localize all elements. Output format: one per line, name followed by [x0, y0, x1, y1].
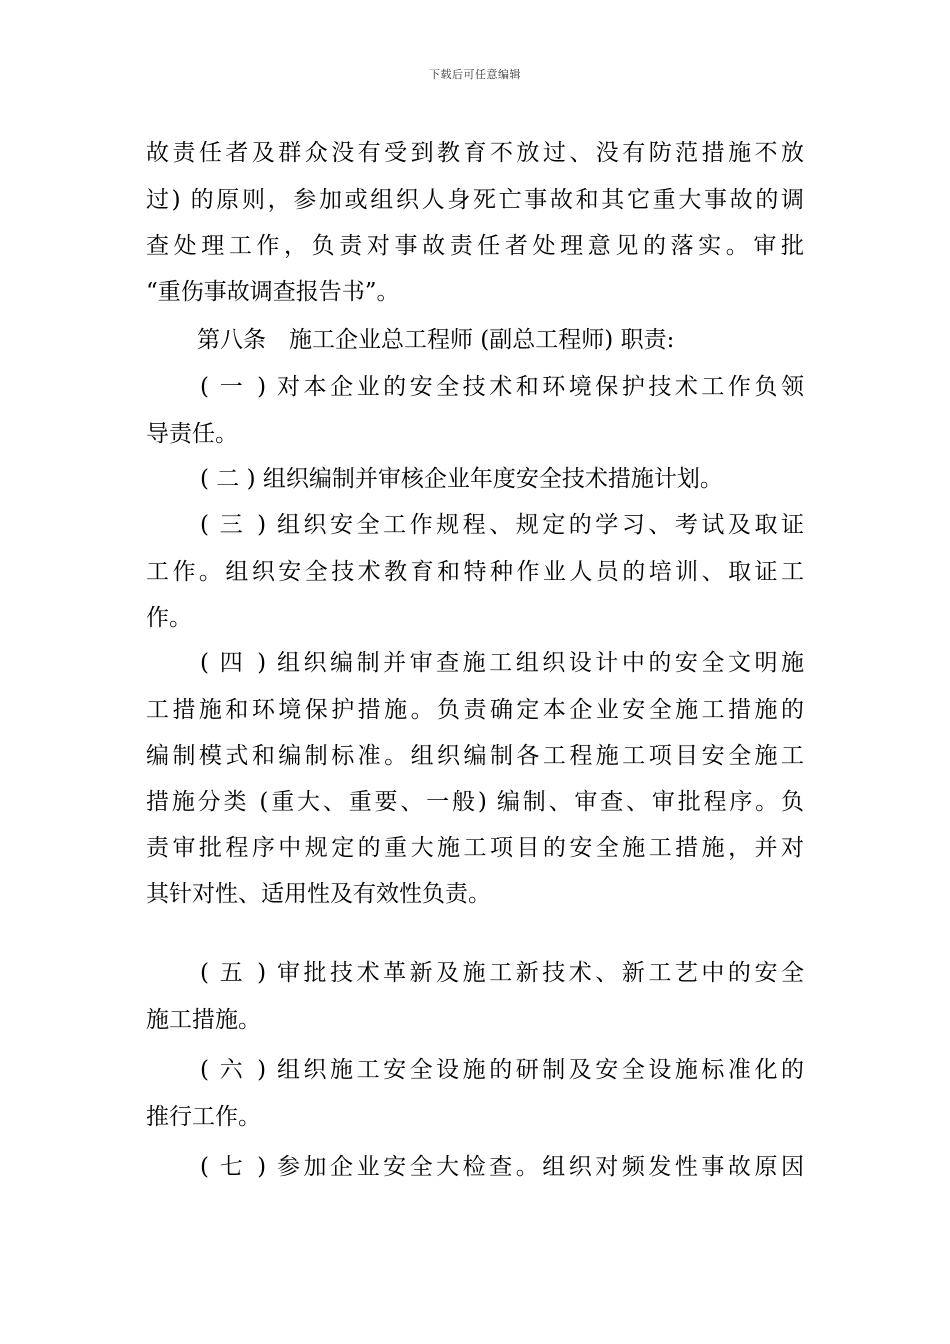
item-2-line-1: ( 二 ) 组织编制并审核企业年度安全技术措施计划。: [200, 466, 723, 492]
item-4-line-5: 责审批程序中规定的重大施工项目的安全施工措施，并对: [146, 835, 804, 861]
article-8-heading: 第八条 施工企业总工程师 (副总工程师) 职责:: [197, 327, 675, 353]
item-3-line-1: ( 三 ) 组织安全工作规程、规定的学习、考试及取证: [200, 512, 804, 538]
item-4-line-1: ( 四 ) 组织编制并审查施工组织设计中的安全文明施: [200, 650, 804, 676]
body-line-4: “重伤事故调查报告书”。: [146, 279, 400, 305]
item-3-line-2: 工作。组织安全技术教育和特种作业人员的培训、取证工: [146, 559, 804, 585]
item-4-line-4: 措施分类 (重大、重要、一般) 编制、审查、审批程序。负: [146, 789, 804, 815]
item-5-line-1: ( 五 ) 审批技术革新及施工新技术、新工艺中的安全: [200, 960, 804, 986]
body-line-3: 查处理工作，负责对事故责任者处理意见的落实。审批: [146, 233, 804, 259]
item-4-line-2: 工措施和环境保护措施。负责确定本企业安全施工措施的: [146, 697, 804, 723]
body-line-2: 过) 的原则，参加或组织人身死亡事故和其它重大事故的调: [146, 187, 804, 213]
page-header: 下载后可任意编辑: [429, 68, 521, 81]
body-line-1: 故责任者及群众没有受到教育不放过、没有防范措施不放: [146, 140, 804, 166]
item-3-line-3: 作。: [146, 605, 192, 631]
item-6-line-2: 推行工作。: [146, 1104, 261, 1130]
item-4-line-6: 其针对性、适用性及有效性负责。: [146, 881, 491, 907]
item-5-line-2: 施工措施。: [146, 1007, 261, 1033]
item-1-line-2: 导责任。: [146, 421, 238, 447]
item-1-line-1: ( 一 ) 对本企业的安全技术和环境保护技术工作负领: [200, 374, 804, 400]
item-6-line-1: ( 六 ) 组织施工安全设施的研制及安全设施标准化的: [200, 1057, 804, 1083]
item-4-line-3: 编制模式和编制标准。组织编制各工程施工项目安全施工: [146, 743, 804, 769]
item-7-line-1: ( 七 ) 参加企业安全大检查。组织对频发性事故原因: [200, 1154, 804, 1180]
